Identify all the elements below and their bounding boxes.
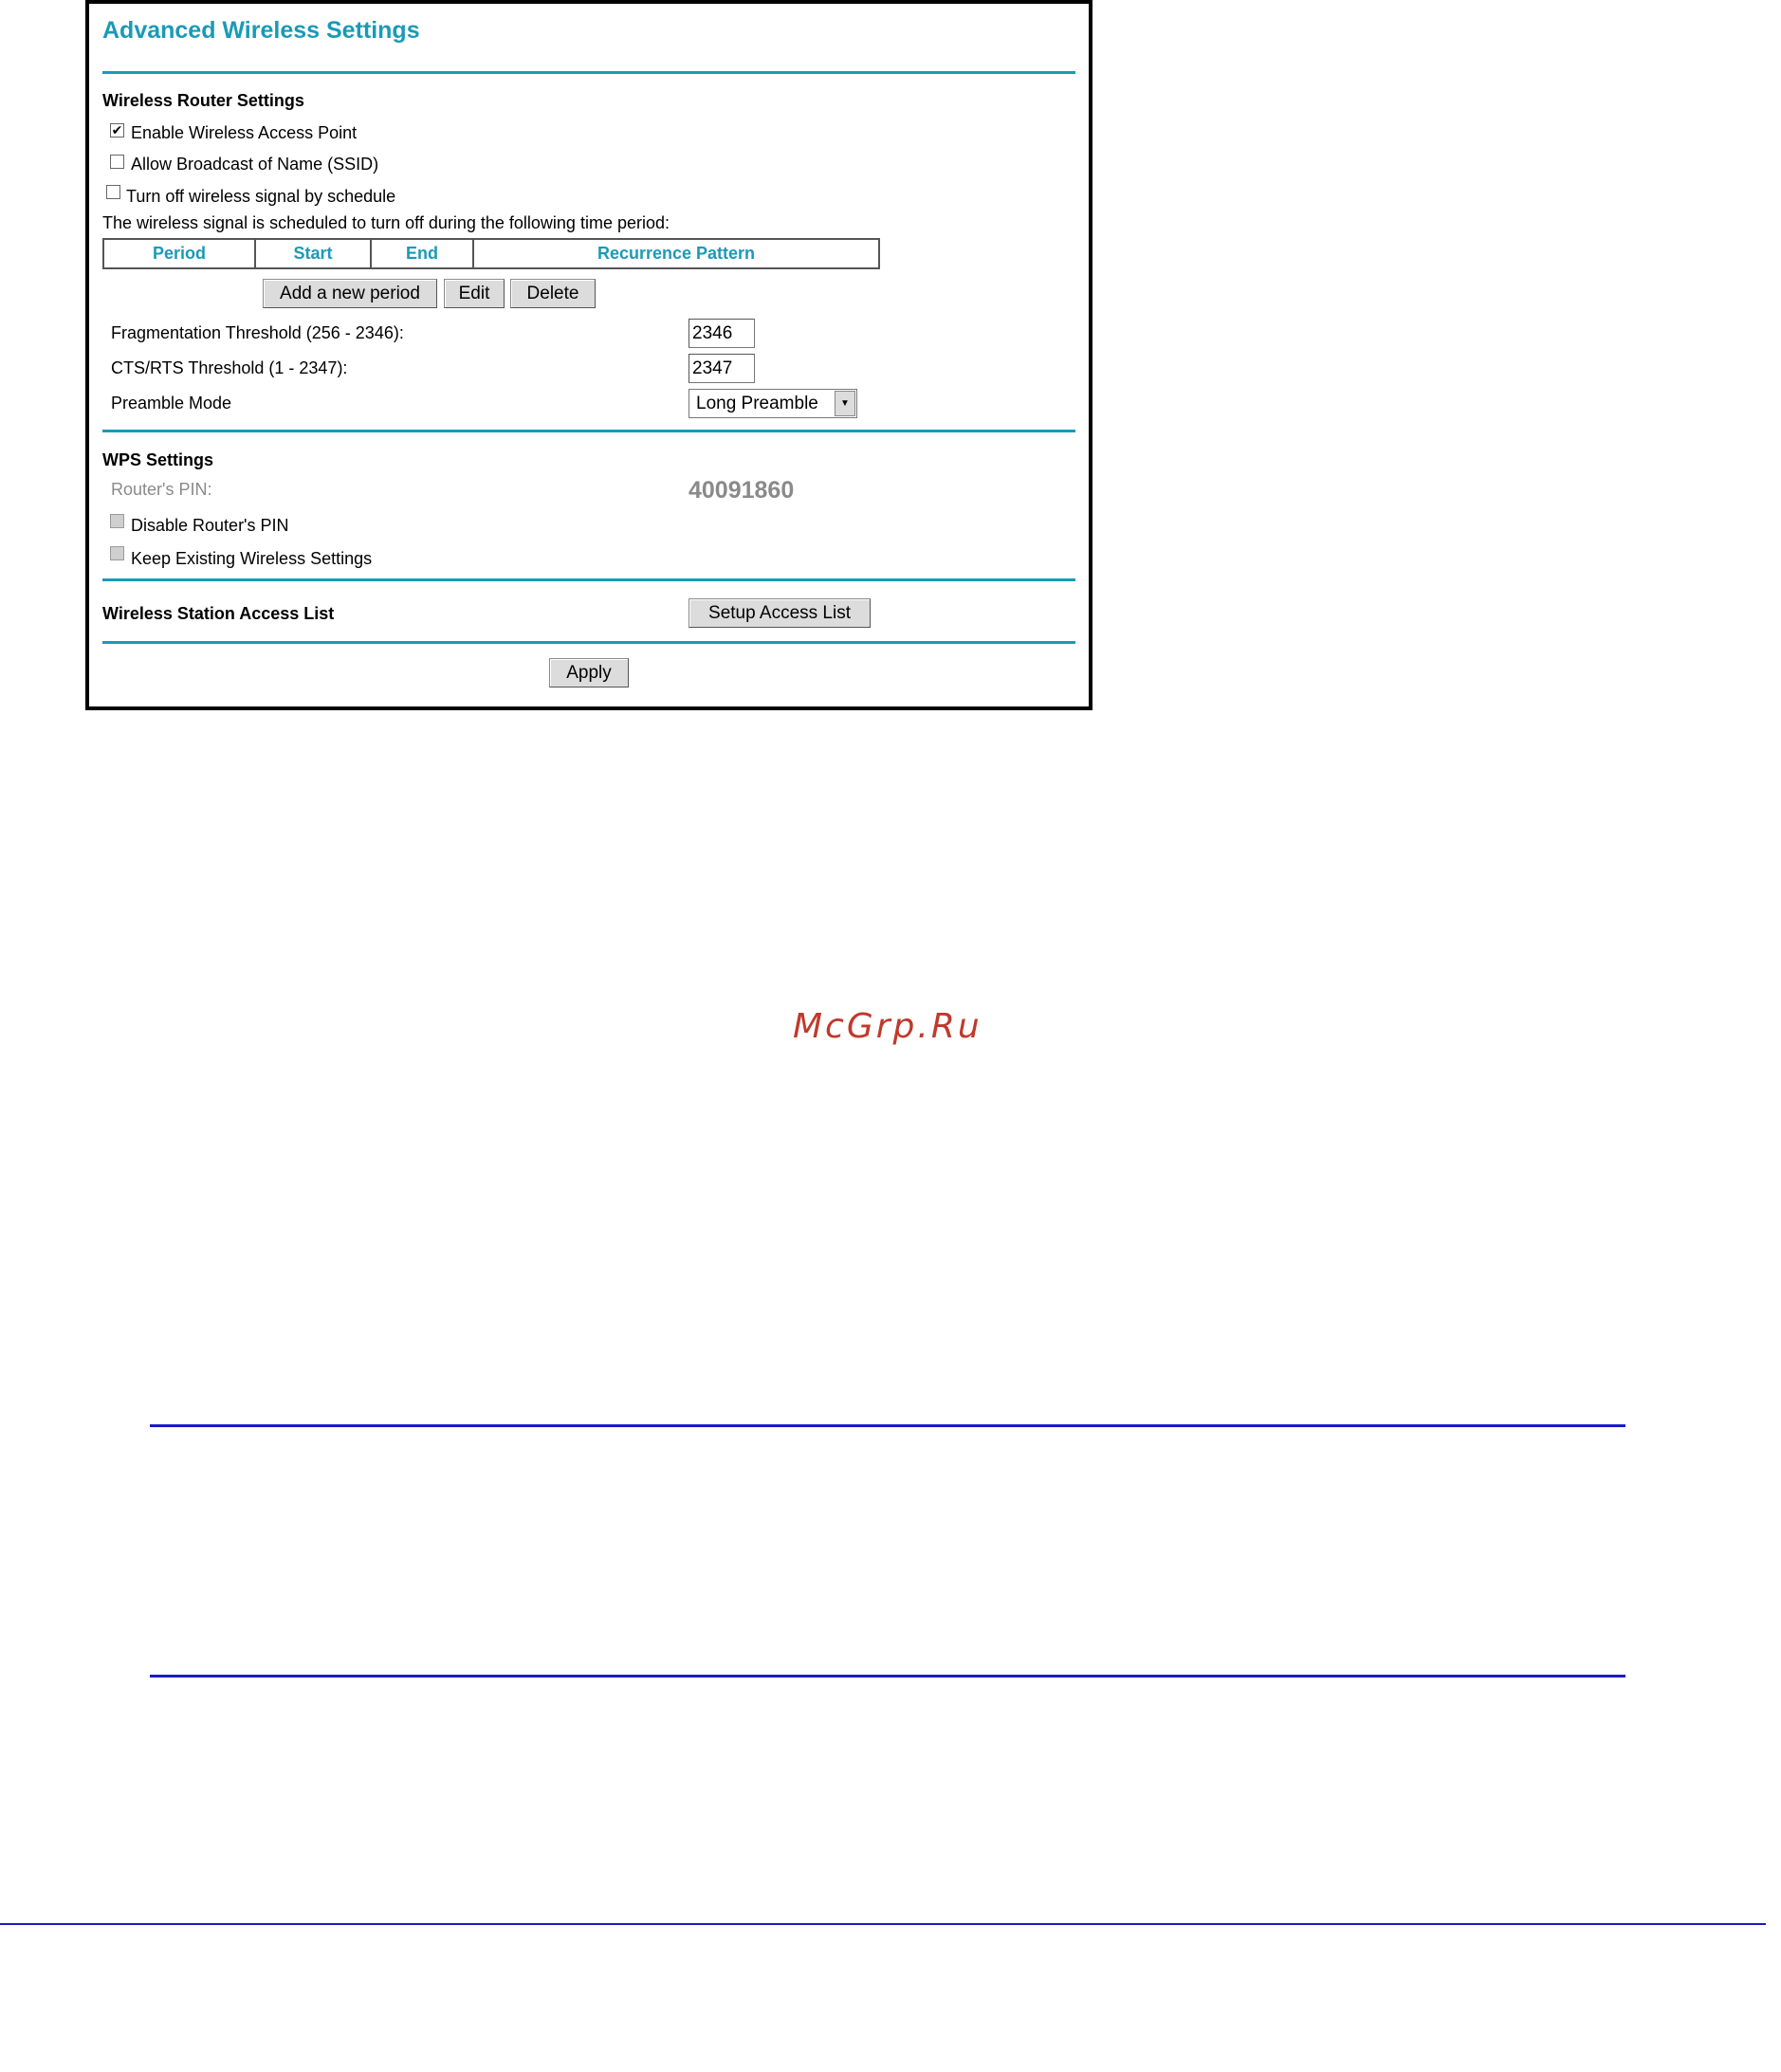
router-pin-label: Router's PIN: bbox=[111, 480, 212, 499]
delete-button[interactable]: Delete bbox=[510, 279, 596, 308]
col-recurrence: Recurrence Pattern bbox=[473, 239, 879, 268]
enable-ap-label: Enable Wireless Access Point bbox=[131, 123, 358, 142]
title-divider bbox=[102, 71, 1075, 74]
apply-button[interactable]: Apply bbox=[549, 658, 629, 688]
broadcast-ssid-checkbox[interactable] bbox=[110, 155, 124, 169]
dropdown-arrow-icon[interactable]: ▼ bbox=[835, 391, 855, 416]
page-divider-1 bbox=[150, 1424, 1625, 1427]
wps-heading: WPS Settings bbox=[102, 450, 214, 469]
checkmark-icon: ✔ bbox=[111, 122, 123, 138]
keep-settings-checkbox[interactable] bbox=[110, 546, 124, 560]
page-title: Advanced Wireless Settings bbox=[102, 17, 420, 44]
cts-rts-input[interactable]: 2347 bbox=[689, 354, 755, 383]
keep-settings-label: Keep Existing Wireless Settings bbox=[131, 549, 373, 568]
broadcast-ssid-label: Allow Broadcast of Name (SSID) bbox=[131, 155, 379, 174]
disable-pin-checkbox[interactable] bbox=[110, 514, 124, 528]
wps-divider bbox=[102, 578, 1075, 581]
page-divider-2 bbox=[150, 1675, 1625, 1678]
router-settings-heading: Wireless Router Settings bbox=[102, 91, 304, 110]
advanced-wireless-panel bbox=[85, 0, 1092, 710]
col-start: Start bbox=[255, 239, 371, 268]
disable-pin-label: Disable Router's PIN bbox=[131, 516, 289, 535]
schedule-off-checkbox[interactable] bbox=[106, 185, 120, 199]
page-footer-line bbox=[0, 1923, 1766, 1925]
watermark-text: McGrp.Ru bbox=[793, 1007, 982, 1046]
cts-rts-label: CTS/RTS Threshold (1 - 2347): bbox=[111, 358, 348, 377]
schedule-table-header bbox=[103, 239, 879, 268]
setup-access-list-button[interactable]: Setup Access List bbox=[689, 598, 871, 628]
add-period-button[interactable]: Add a new period bbox=[263, 279, 437, 308]
preamble-value: Long Preamble bbox=[696, 394, 818, 413]
preamble-select[interactable] bbox=[689, 389, 857, 418]
schedule-note: The wireless signal is scheduled to turn off during the following time period: bbox=[102, 213, 670, 232]
fragmentation-input[interactable]: 2346 bbox=[689, 319, 755, 348]
schedule-off-label: Turn off wireless signal by schedule bbox=[126, 187, 396, 206]
col-period: Period bbox=[103, 239, 255, 268]
schedule-table bbox=[102, 238, 880, 269]
access-list-heading: Wireless Station Access List bbox=[102, 604, 335, 623]
col-end: End bbox=[371, 239, 473, 268]
router-settings-divider bbox=[102, 430, 1075, 432]
edit-button[interactable]: Edit bbox=[444, 279, 505, 308]
enable-ap-checkbox[interactable] bbox=[110, 123, 124, 138]
access-list-divider bbox=[102, 641, 1075, 644]
preamble-label: Preamble Mode bbox=[111, 394, 232, 413]
fragmentation-label: Fragmentation Threshold (256 - 2346): bbox=[111, 323, 404, 342]
router-pin-value: 40091860 bbox=[689, 477, 795, 504]
